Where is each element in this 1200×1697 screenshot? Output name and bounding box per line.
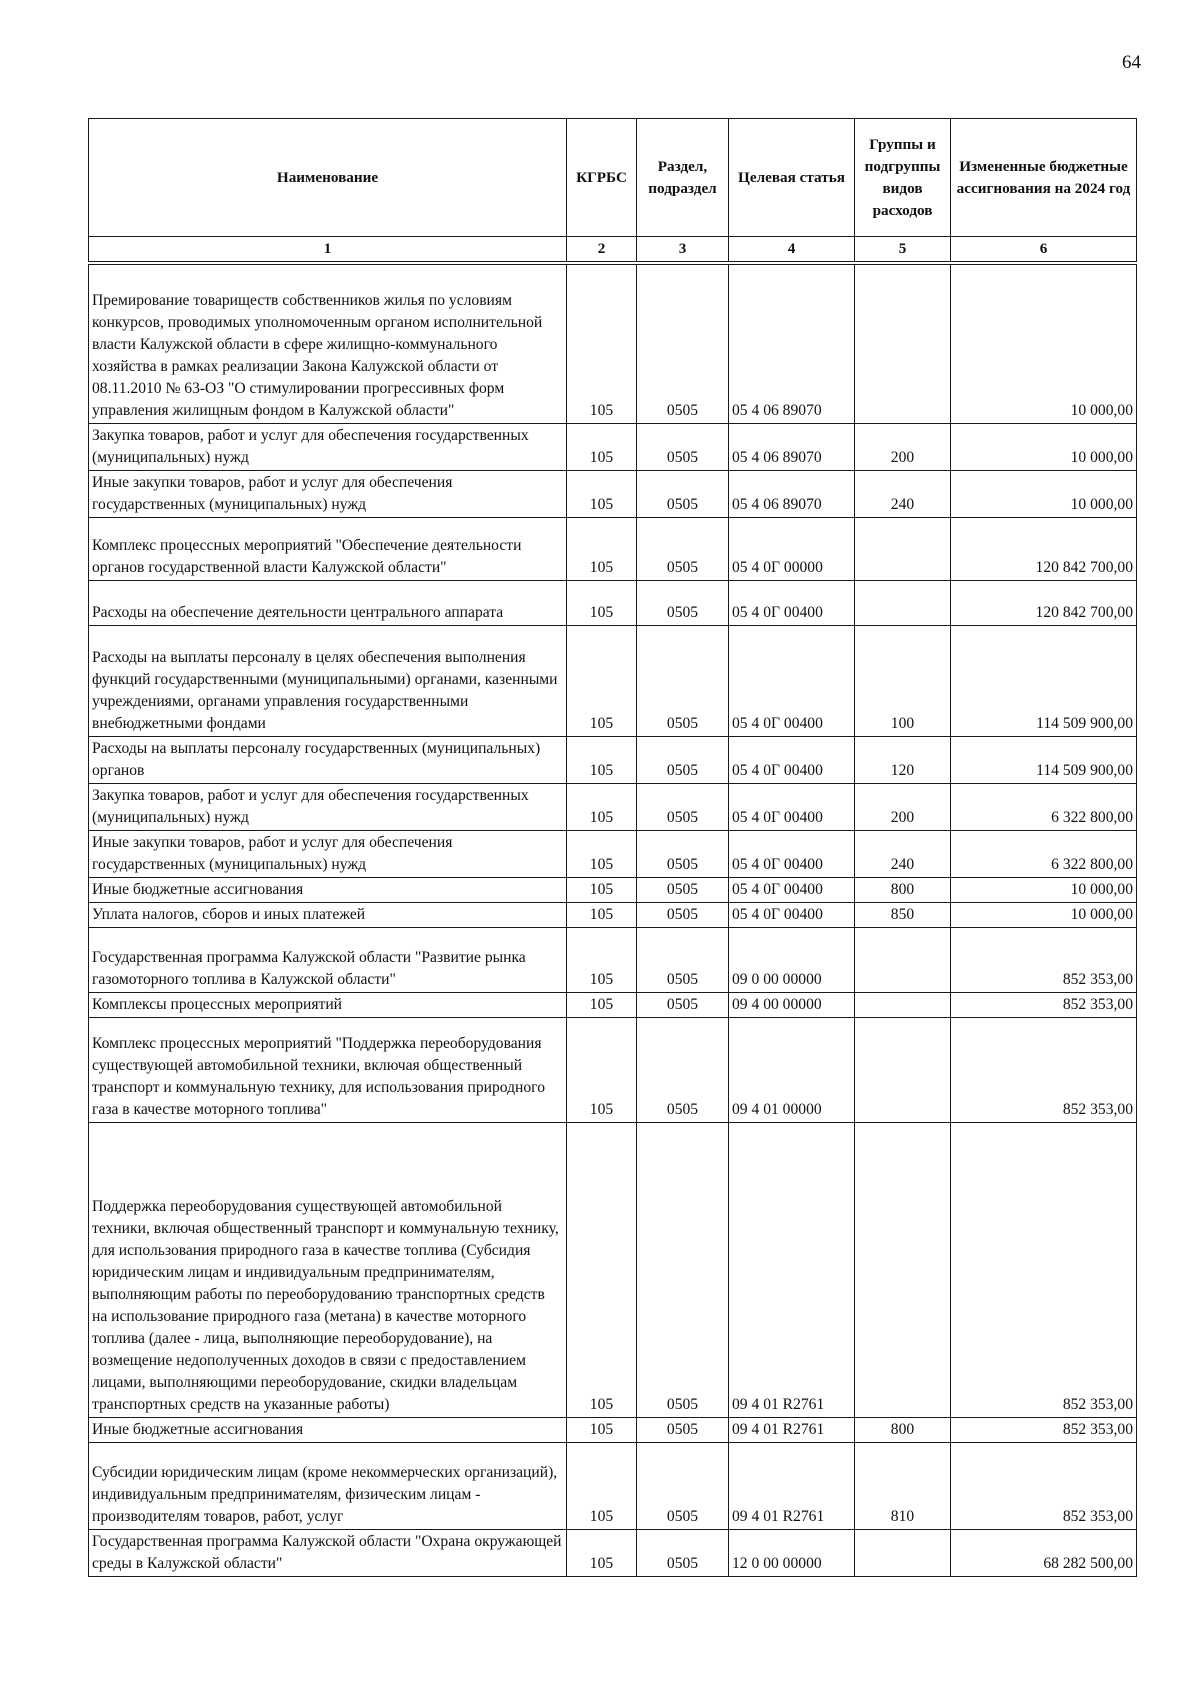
row-razdel: 0505 xyxy=(637,783,729,830)
row-amount: 6 322 800,00 xyxy=(951,830,1137,877)
row-kgrbs: 105 xyxy=(567,1442,637,1529)
row-expense-group: 120 xyxy=(855,736,951,783)
row-target-article: 05 4 0Г 00400 xyxy=(729,877,855,902)
table-header-row xyxy=(89,119,1137,237)
row-razdel: 0505 xyxy=(637,1529,729,1576)
table-row xyxy=(89,902,1137,927)
row-razdel: 0505 xyxy=(637,1442,729,1529)
table-row xyxy=(89,1417,1137,1442)
row-name: Комплексы процессных мероприятий xyxy=(89,992,567,1017)
row-expense-group: 100 xyxy=(855,625,951,736)
row-razdel: 0505 xyxy=(637,517,729,580)
header-target: Целевая статья xyxy=(729,119,855,237)
row-amount: 852 353,00 xyxy=(951,992,1137,1017)
row-amount: 10 000,00 xyxy=(951,470,1137,517)
row-target-article: 05 4 0Г 00400 xyxy=(729,902,855,927)
row-kgrbs: 105 xyxy=(567,517,637,580)
row-amount: 120 842 700,00 xyxy=(951,580,1137,625)
row-amount: 852 353,00 xyxy=(951,1442,1137,1529)
row-razdel: 0505 xyxy=(637,1417,729,1442)
row-amount: 10 000,00 xyxy=(951,902,1137,927)
row-target-article: 05 4 0Г 00400 xyxy=(729,736,855,783)
row-kgrbs: 105 xyxy=(567,263,637,423)
row-expense-group: 810 xyxy=(855,1442,951,1529)
row-kgrbs: 105 xyxy=(567,927,637,992)
column-number: 1 xyxy=(89,237,567,264)
row-target-article: 05 4 06 89070 xyxy=(729,263,855,423)
header-kgrbs: КГРБС xyxy=(567,119,637,237)
table-row xyxy=(89,470,1137,517)
row-name: Поддержка переоборудования существующей автомобильной техники, включая общественный транспорт и коммунальную технику, для использования природного газа в качестве топлива (Субсидия юридическим лицам и индивидуальным предпринимателям, выполняющим работы по переоборудованию транспортных средств на использование природного газа (метана) в качестве моторного топлива (далее - лица, выполняющие переоборудование), на возмещение недополученных доходов в связи с предоставлением лицами, выполняющими переоборудование, скидки владельцам транспортных средств на указанные работы) xyxy=(89,1122,567,1417)
row-expense-group xyxy=(855,1017,951,1122)
row-expense-group xyxy=(855,927,951,992)
row-kgrbs: 105 xyxy=(567,470,637,517)
row-kgrbs: 105 xyxy=(567,423,637,470)
row-name: Государственная программа Калужской области "Развитие рынка газомоторного топлива в Калужской области" xyxy=(89,927,567,992)
row-kgrbs: 105 xyxy=(567,992,637,1017)
row-razdel: 0505 xyxy=(637,830,729,877)
table-row xyxy=(89,992,1137,1017)
row-razdel: 0505 xyxy=(637,580,729,625)
row-kgrbs: 105 xyxy=(567,580,637,625)
row-name: Закупка товаров, работ и услуг для обеспечения государственных (муниципальных) нужд xyxy=(89,783,567,830)
column-number: 5 xyxy=(855,237,951,264)
column-number: 4 xyxy=(729,237,855,264)
row-name: Иные бюджетные ассигнования xyxy=(89,1417,567,1442)
row-name: Уплата налогов, сборов и иных платежей xyxy=(89,902,567,927)
row-target-article: 12 0 00 00000 xyxy=(729,1529,855,1576)
budget-table xyxy=(88,118,1137,1577)
row-amount: 10 000,00 xyxy=(951,877,1137,902)
row-razdel: 0505 xyxy=(637,263,729,423)
row-amount: 10 000,00 xyxy=(951,263,1137,423)
row-target-article: 05 4 06 89070 xyxy=(729,423,855,470)
row-expense-group: 240 xyxy=(855,830,951,877)
row-name: Комплекс процессных мероприятий "Обеспечение деятельности органов государственной власти Калужской области" xyxy=(89,517,567,580)
row-kgrbs: 105 xyxy=(567,1417,637,1442)
table-row xyxy=(89,877,1137,902)
row-target-article: 05 4 06 89070 xyxy=(729,470,855,517)
row-expense-group xyxy=(855,517,951,580)
row-name: Государственная программа Калужской области "Охрана окружающей среды в Калужской области" xyxy=(89,1529,567,1576)
row-target-article: 09 4 01 R2761 xyxy=(729,1122,855,1417)
row-target-article: 09 4 01 R2761 xyxy=(729,1442,855,1529)
row-expense-group: 850 xyxy=(855,902,951,927)
row-amount: 852 353,00 xyxy=(951,1122,1137,1417)
row-kgrbs: 105 xyxy=(567,877,637,902)
row-target-article: 05 4 0Г 00400 xyxy=(729,580,855,625)
table-row xyxy=(89,783,1137,830)
row-razdel: 0505 xyxy=(637,902,729,927)
row-amount: 10 000,00 xyxy=(951,423,1137,470)
row-name: Расходы на обеспечение деятельности центрального аппарата xyxy=(89,580,567,625)
row-amount: 114 509 900,00 xyxy=(951,736,1137,783)
row-expense-group: 240 xyxy=(855,470,951,517)
row-name: Премирование товариществ собственников жилья по условиям конкурсов, проводимых уполномоченным органом исполнительной власти Калужской области в сфере жилищно-коммунального хозяйства в рамках реализации Закона Калужской области от 08.11.2010 № 63-ОЗ "О стимулировании прогрессивных форм управления жилищным фондом в Калужской области" xyxy=(89,263,567,423)
column-number: 2 xyxy=(567,237,637,264)
row-target-article: 09 4 01 R2761 xyxy=(729,1417,855,1442)
table-row xyxy=(89,423,1137,470)
row-razdel: 0505 xyxy=(637,736,729,783)
row-razdel: 0505 xyxy=(637,625,729,736)
row-name: Комплекс процессных мероприятий "Поддержка переоборудования существующей автомобильной техники, включая общественный транспорт и коммунальную технику, для использования природного газа в качестве моторного топлива" xyxy=(89,1017,567,1122)
column-number: 6 xyxy=(951,237,1137,264)
row-expense-group xyxy=(855,992,951,1017)
row-name: Иные закупки товаров, работ и услуг для обеспечения государственных (муниципальных) нужд xyxy=(89,470,567,517)
column-number-row xyxy=(89,237,1137,264)
row-amount: 68 282 500,00 xyxy=(951,1529,1137,1576)
row-kgrbs: 105 xyxy=(567,1017,637,1122)
row-expense-group xyxy=(855,580,951,625)
column-number: 3 xyxy=(637,237,729,264)
table-row xyxy=(89,736,1137,783)
table-row xyxy=(89,1122,1137,1417)
row-kgrbs: 105 xyxy=(567,736,637,783)
row-target-article: 05 4 0Г 00400 xyxy=(729,625,855,736)
row-kgrbs: 105 xyxy=(567,1529,637,1576)
row-kgrbs: 105 xyxy=(567,783,637,830)
row-razdel: 0505 xyxy=(637,1017,729,1122)
row-kgrbs: 105 xyxy=(567,902,637,927)
table-row xyxy=(89,625,1137,736)
page-number: 64 xyxy=(1122,52,1141,73)
row-target-article: 09 4 01 00000 xyxy=(729,1017,855,1122)
table-row xyxy=(89,263,1137,423)
row-expense-group xyxy=(855,1122,951,1417)
header-group: Группы и подгруппы видов расходов xyxy=(855,119,951,237)
header-name: Наименование xyxy=(89,119,567,237)
table-row xyxy=(89,1442,1137,1529)
row-amount: 852 353,00 xyxy=(951,1017,1137,1122)
row-amount: 120 842 700,00 xyxy=(951,517,1137,580)
row-razdel: 0505 xyxy=(637,927,729,992)
row-name: Иные бюджетные ассигнования xyxy=(89,877,567,902)
row-name: Расходы на выплаты персоналу в целях обеспечения выполнения функций государственными (муниципальными) органами, казенными учреждениями, органами управления государственными внебюджетными фондами xyxy=(89,625,567,736)
row-expense-group xyxy=(855,263,951,423)
table-row xyxy=(89,830,1137,877)
row-name: Закупка товаров, работ и услуг для обеспечения государственных (муниципальных) нужд xyxy=(89,423,567,470)
row-razdel: 0505 xyxy=(637,423,729,470)
row-razdel: 0505 xyxy=(637,1122,729,1417)
row-target-article: 09 4 00 00000 xyxy=(729,992,855,1017)
header-amount: Измененные бюджетные ассигнования на 2024 год xyxy=(951,119,1137,237)
table-row xyxy=(89,580,1137,625)
table-row xyxy=(89,927,1137,992)
row-expense-group: 200 xyxy=(855,783,951,830)
row-kgrbs: 105 xyxy=(567,830,637,877)
row-expense-group xyxy=(855,1529,951,1576)
row-expense-group: 800 xyxy=(855,1417,951,1442)
row-amount: 114 509 900,00 xyxy=(951,625,1137,736)
row-target-article: 05 4 0Г 00000 xyxy=(729,517,855,580)
row-amount: 6 322 800,00 xyxy=(951,783,1137,830)
row-name: Субсидии юридическим лицам (кроме некоммерческих организаций), индивидуальным предпринимателям, физическим лицам - производителям товаров, работ, услуг xyxy=(89,1442,567,1529)
row-razdel: 0505 xyxy=(637,470,729,517)
row-target-article: 05 4 0Г 00400 xyxy=(729,783,855,830)
row-kgrbs: 105 xyxy=(567,625,637,736)
row-expense-group: 200 xyxy=(855,423,951,470)
row-kgrbs: 105 xyxy=(567,1122,637,1417)
row-amount: 852 353,00 xyxy=(951,927,1137,992)
table-row xyxy=(89,1529,1137,1576)
row-expense-group: 800 xyxy=(855,877,951,902)
row-name: Иные закупки товаров, работ и услуг для обеспечения государственных (муниципальных) нужд xyxy=(89,830,567,877)
row-razdel: 0505 xyxy=(637,992,729,1017)
table-row xyxy=(89,1017,1137,1122)
row-name: Расходы на выплаты персоналу государственных (муниципальных) органов xyxy=(89,736,567,783)
row-amount: 852 353,00 xyxy=(951,1417,1137,1442)
table-row xyxy=(89,517,1137,580)
row-target-article: 09 0 00 00000 xyxy=(729,927,855,992)
row-target-article: 05 4 0Г 00400 xyxy=(729,830,855,877)
row-razdel: 0505 xyxy=(637,877,729,902)
header-razdel: Раздел, подраздел xyxy=(637,119,729,237)
